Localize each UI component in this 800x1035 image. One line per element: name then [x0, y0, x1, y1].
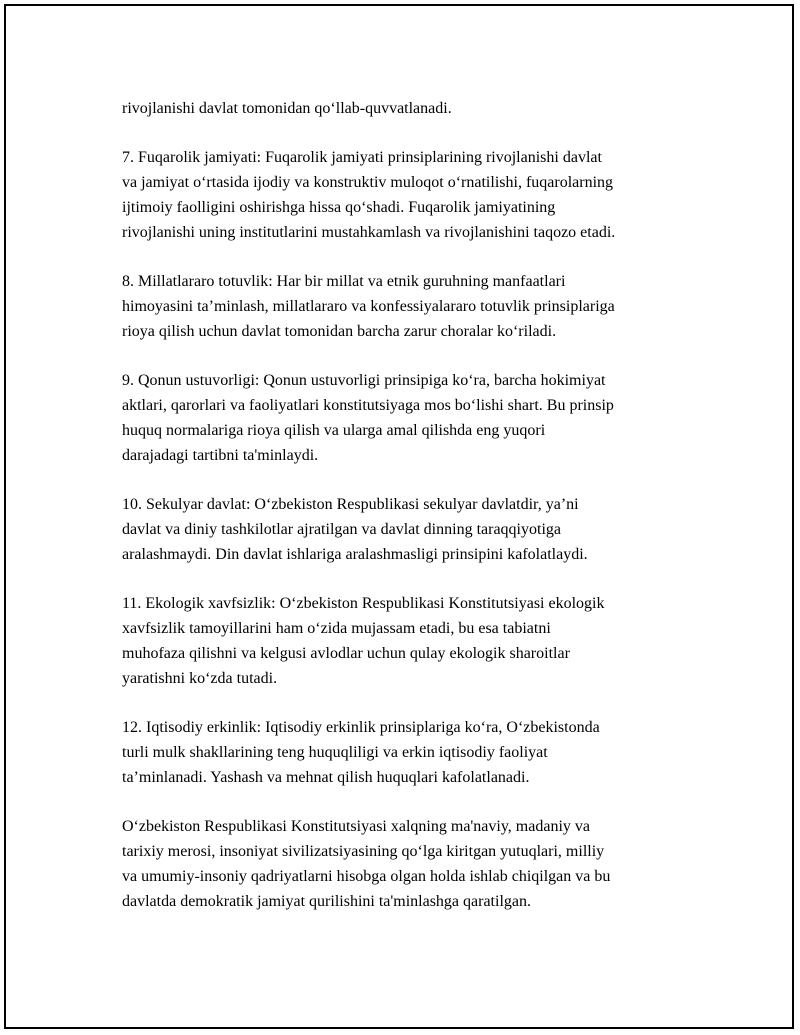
paragraph-continuation: rivojlanishi davlat tomonidan qo‘llab-quvvatlanadi. [122, 100, 452, 117]
page-frame [4, 4, 794, 1029]
paragraph-conclusion: O‘zbekiston Respublikasi Konstitutsiyasi xalqning ma'naviy, madaniy va tarixiy merosi, insoniyat sivilizatsiyasining qo‘lga kiritgan yutuqlari, milliy va umumiy-insoniy qadriyatlarni hisobga olgan holda ishlab chiqilgan va bu davlatda demokratik jamiyat qurilishini ta'minlashga qaratilgan. [122, 818, 611, 910]
paragraph-fuqarolik-jamiyati: 7. Fuqarolik jamiyati: Fuqarolik jamiyati prinsiplarining rivojlanishi davlat va jamiyat o‘rtasida ijodiy va konstruktiv muloqot o‘rnatilishi, fuqarolarning ijtimoiy faolligini oshirishga hissa qo‘shadi. Fuqarolik jamiyatining rivojlanishi uning institutlarini mustahkamlash va rivojlanishini taqozo etadi. [122, 149, 616, 241]
document-body [122, 96, 702, 938]
paragraph-millatlararo-totuvlik: 8. Millatlararo totuvlik: Har bir millat va etnik guruhning manfaatlari himoyasini ta’minlash, millatlararo va konfessiyalararo totuvlik prinsiplariga rioya qilish uchun davlat tomonidan barcha zarur choralar ko‘riladi. [122, 273, 615, 340]
paragraph-qonun-ustuvorligi: 9. Qonun ustuvorligi: Qonun ustuvorligi prinsipiga ko‘ra, barcha hokimiyat aktlari, qarorlari va faoliyatlari konstitutsiyaga mos bo‘lishi shart. Bu prinsip huquq normalariga rioya qilish va ularga amal qilishda eng yuqori darajadagi tartibni ta'minlaydi. [122, 372, 614, 464]
paragraph-sekulyar-davlat: 10. Sekulyar davlat: O‘zbekiston Respublikasi sekulyar davlatdir, ya’ni davlat va diniy tashkilotlar ajratilgan va davlat dinning taraqqiyotiga aralashmaydi. Din davlat ishlariga aralashmasligi prinsipini kafolatlaydi. [122, 496, 588, 563]
paragraph-iqtisodiy-erkinlik: 12. Iqtisodiy erkinlik: Iqtisodiy erkinlik prinsiplariga ko‘ra, O‘zbekistonda turli mulk shakllarining teng huquqliligi va erkin iqtisodiy faoliyat ta’minlanadi. Yashash va mehnat qilish huquqlari kafolatlanadi. [122, 719, 600, 786]
paragraph-ekologik-xavfsizlik: 11. Ekologik xavfsizlik: O‘zbekiston Respublikasi Konstitutsiyasi ekologik xavfsizlik tamoyillarini ham o‘zida mujassam etadi, bu esa tabiatni muhofaza qilishni va kelgusi avlodlar uchun qulay ekologik sharoitlar yaratishni ko‘zda tutadi. [122, 595, 605, 687]
